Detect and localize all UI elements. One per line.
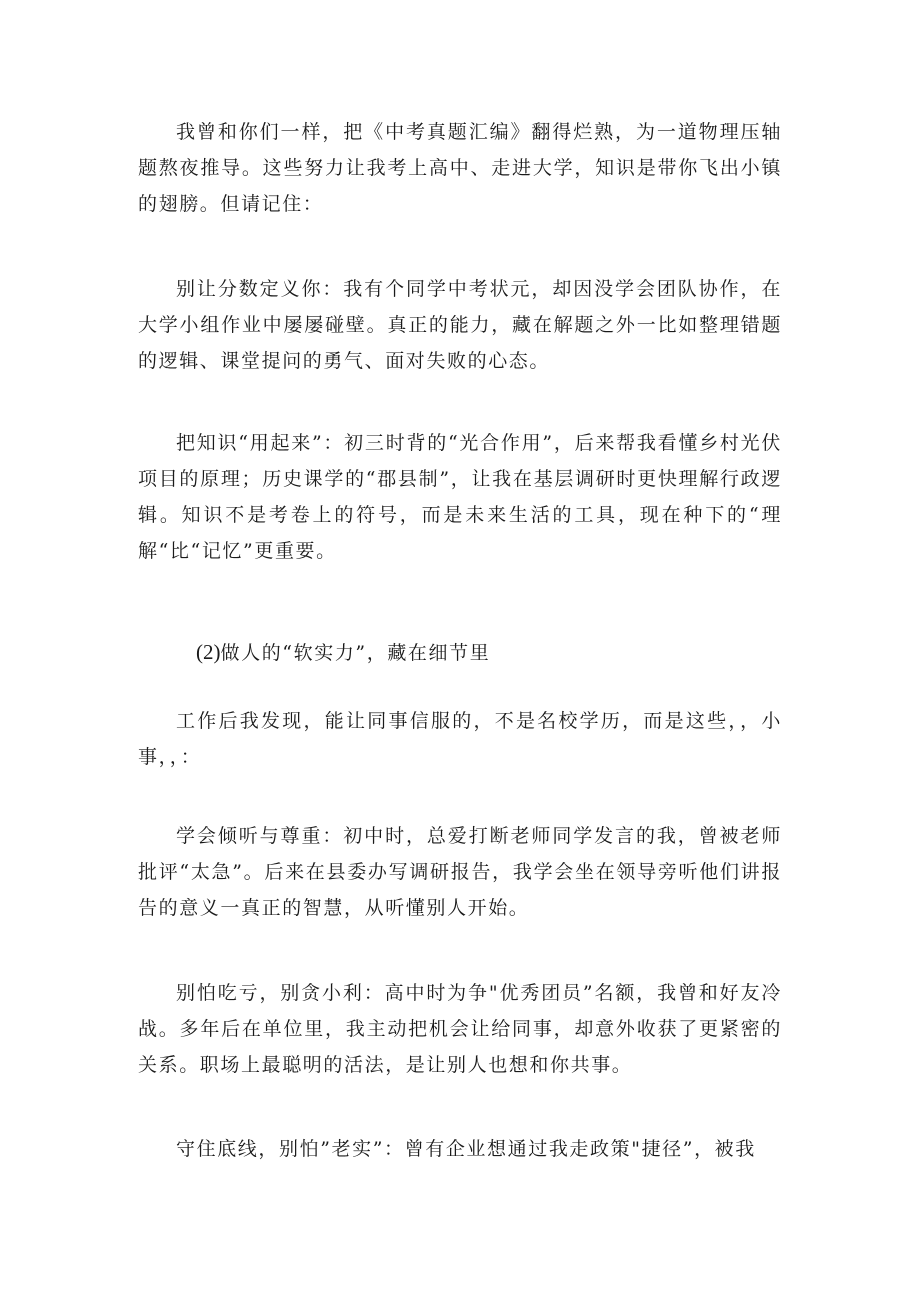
paragraph-hold-bottom-line: 守住底线，别怕”老实”：曾有企业想通过我走政策"捷径”，被我 bbox=[176, 1138, 756, 1160]
section-title: 做人的“软实力”，藏在细节里 bbox=[220, 642, 491, 664]
paragraph-score-not-define: 别让分数定义你：我有个同学中考状元，却因没学会团队协作，在大学小组作业中屡屡碰壁。真正的能力，藏在解题之外一比如整理错题的逻辑、课堂提问的勇气、面对失败的心态。 bbox=[138, 278, 782, 372]
section-number: (2) bbox=[196, 640, 221, 664]
paragraph-small-things: 工作后我发现，能让同事信服的，不是名校学历，而是这些，，小事，，： bbox=[138, 710, 782, 768]
section-heading bbox=[196, 634, 490, 671]
paragraph-study-effort: 我曾和你们一样，把《中考真题汇编》翻得烂熟，为一道物理压轴题熬夜推导。这些努力让我考上高中、走进大学，知识是带你飞出小镇的翅膀。但请记住： bbox=[138, 121, 782, 215]
paragraph-listen-respect: 学会倾听与尊重：初中时，总爱打断老师同学发言的我，曾被老师批评“太急”。后来在县委办写调研报告，我学会坐在领导旁听他们讲报告的意义一真正的智慧，从听懂别人开始。 bbox=[138, 825, 782, 919]
paragraph-dont-fear-loss: 别怕吃亏，别贪小利：高中时为争"优秀团员”名额，我曾和好友冷战。多年后在单位里，我主动把机会让给同事，却意外收获了更紧密的关系。职场上最聪明的活法，是让别人也想和你共事。 bbox=[138, 982, 782, 1076]
paragraph-use-knowledge: 把知识“用起来”：初三时背的“光合作用”，后来帮我看懂乡村光伏项目的原理；历史课学的“郡县制”，让我在基层调研时更快理解行政逻辑。知识不是考卷上的符号，而是未来生活的工具，现在种下的“理解“比“记忆”更重要。 bbox=[138, 432, 782, 562]
